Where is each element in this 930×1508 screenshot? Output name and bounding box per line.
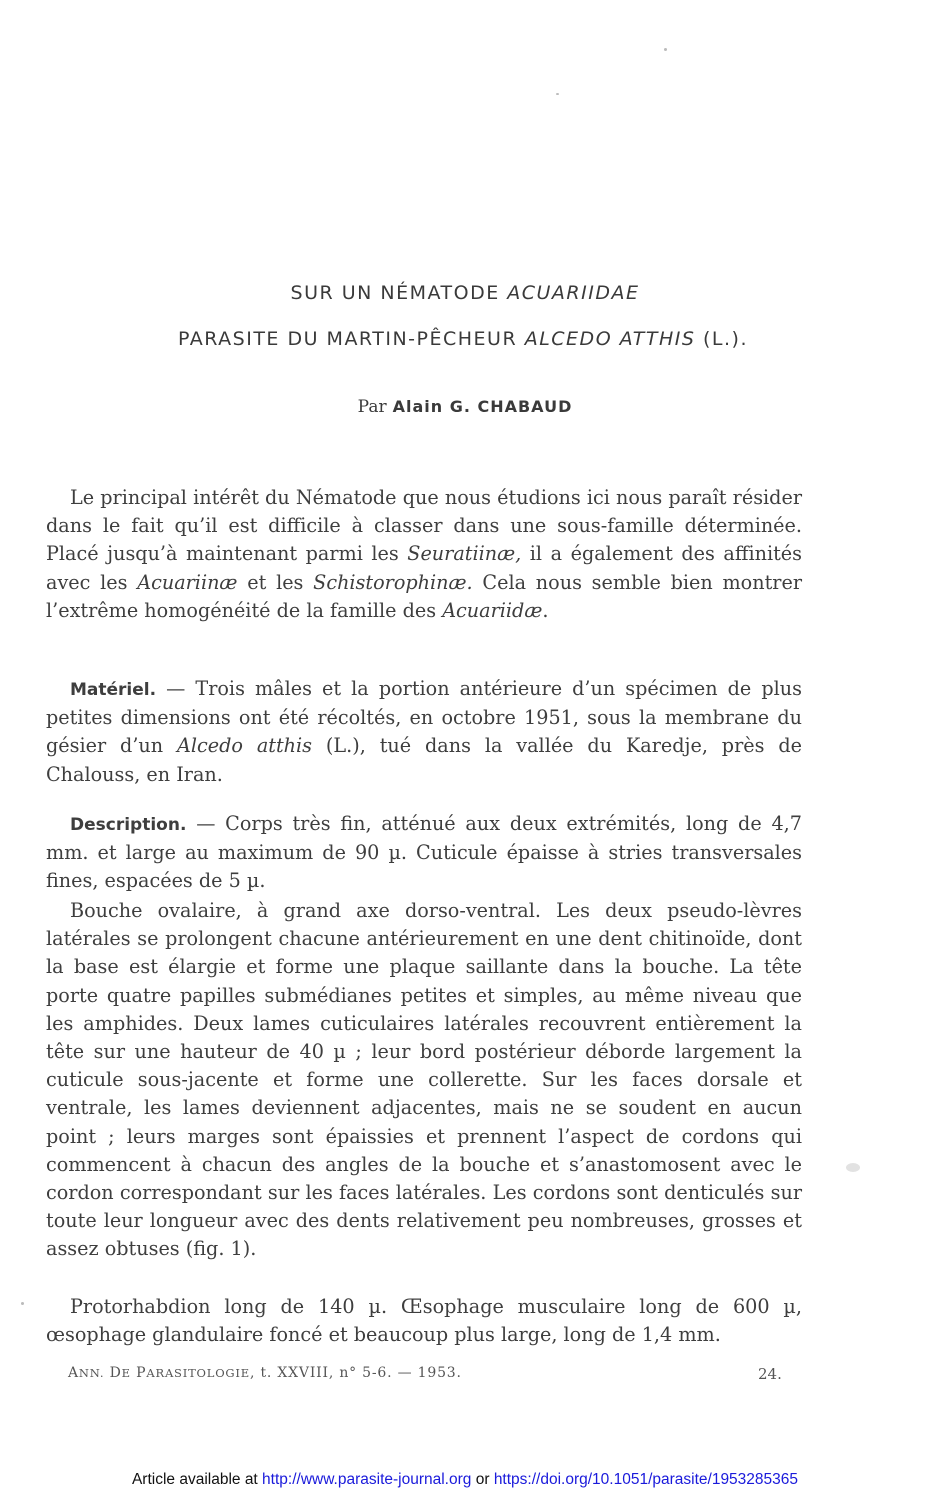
description-text: — Corps très fin, atténué aux deux extrémités, long de 4,7 mm. et large au maximum de 90 µ. Cuticule épaisse à stries transversales fines, espacées de 5 µ.	[46, 812, 802, 893]
author-prefix: Par	[357, 397, 387, 417]
title-line-1	[0, 282, 930, 304]
intro-taxon-acuariinae: Acuariinæ	[137, 570, 238, 594]
description-paragraph	[46, 810, 802, 896]
scan-speck	[664, 48, 667, 51]
materiel-paragraph	[46, 675, 802, 789]
scan-speck	[846, 1163, 860, 1172]
journal-volume: , t. XXVIII, n° 5-6. — 1953.	[249, 1365, 462, 1381]
intro-text-a: Le principal intérêt du Nématode que nous étudions ici nous paraît résider dans le fait qu’il est difficile à classer dans une sous-famille déterminée. Placé jusqu’à maintenant parmi les	[46, 486, 802, 566]
title-line-2-authority: (L.).	[695, 328, 748, 350]
protorhabdion-text: Protorhabdion long de 140 µ. Œsophage musculaire long de 600 µ, œsophage glandulaire foncé et beaucoup plus large, long de 1,4 mm.	[46, 1295, 802, 1347]
bouche-paragraph	[46, 897, 802, 1264]
intro-text-g: Cela nous semble bien montrer l’extrême homogénéité de la famille des	[46, 570, 802, 622]
intro-taxon-seuratiinae: Seuratiinæ,	[407, 542, 522, 566]
footer-middle: or	[471, 1471, 494, 1488]
materiel-text-c: (L.), tué dans la vallée du Karedje, près de Chalouss, en Iran.	[46, 734, 802, 786]
intro-text-i: .	[542, 598, 549, 622]
title-line-2	[0, 328, 928, 350]
bouche-text: Bouche ovalaire, à grand axe dorso-ventral. Les deux pseudo-lèvres latérales se prolongent chacune antérieurement en une dent chitinoïde, dont la base est élargie et forme une plaque saillante dans la bouche. La tête porte quatre papilles submédianes petites et simples, au même niveau que les amphides. Deux lames cuticulaires latérales recouvrent entièrement la tête sur une hauteur de 40 µ ; leur bord postérieur déborde largement la cuticule sous-jacente et forme une collerette. Sur les faces dorsale et ventrale, les lames deviennent adjacentes, mais ne se soudent en aucun point ; leurs marges sont épaissies et prennent l’aspect de cordons qui commencent à chacun des angles de la bouche et s’anastomosent avec le cordon correspondant sur les faces latérales. Les cordons sont denticulés sur toute leur longueur avec des dents relativement peu nombreuses, grosses et assez obtuses (fig. 1).	[46, 899, 802, 1261]
article-availability-footer	[0, 1471, 930, 1489]
scan-speck	[556, 93, 559, 95]
journal-name: ANN. DE PARASITOLOGIE	[68, 1365, 250, 1381]
footer-prefix: Article available at	[131, 1471, 263, 1488]
title-line-1-text: SUR UN NÉMATODE	[290, 282, 508, 304]
author-name: Alain G. CHABAUD	[392, 397, 573, 416]
intro-text-e: et les	[237, 570, 314, 594]
intro-text-c: il a également des affinités avec les	[46, 542, 802, 594]
journal-reference	[68, 1365, 462, 1381]
author-line	[0, 397, 930, 417]
page-number: 24.	[758, 1365, 782, 1383]
materiel-species: Alcedo atthis	[177, 734, 313, 758]
title-line-2-text: PARASITE DU MARTIN-PÊCHEUR	[177, 328, 525, 350]
journal-website-link[interactable]: http://www.parasite-journal.org	[262, 1471, 472, 1488]
title-line-2-species: ALCEDO ATTHIS	[524, 328, 696, 350]
title-line-1-taxon: ACUARIIDAE	[507, 282, 640, 304]
materiel-text-a: — Trois mâles et la portion antérieure d’un spécimen de plus petites dimensions ont été récoltés, en octobre 1951, sous la membrane du gésier d’un	[46, 677, 802, 758]
doi-link[interactable]: https://doi.org/10.1051/parasite/1953285365	[493, 1471, 799, 1488]
protorhabdion-paragraph	[46, 1293, 802, 1349]
description-heading: Description.	[70, 815, 187, 835]
intro-taxon-schistorophinae: Schistorophinæ.	[313, 570, 473, 594]
intro-taxon-acuariidae: Acuariidæ	[442, 598, 543, 622]
materiel-heading: Matériel.	[70, 680, 157, 700]
intro-paragraph	[46, 484, 802, 625]
scan-speck	[21, 1302, 24, 1305]
